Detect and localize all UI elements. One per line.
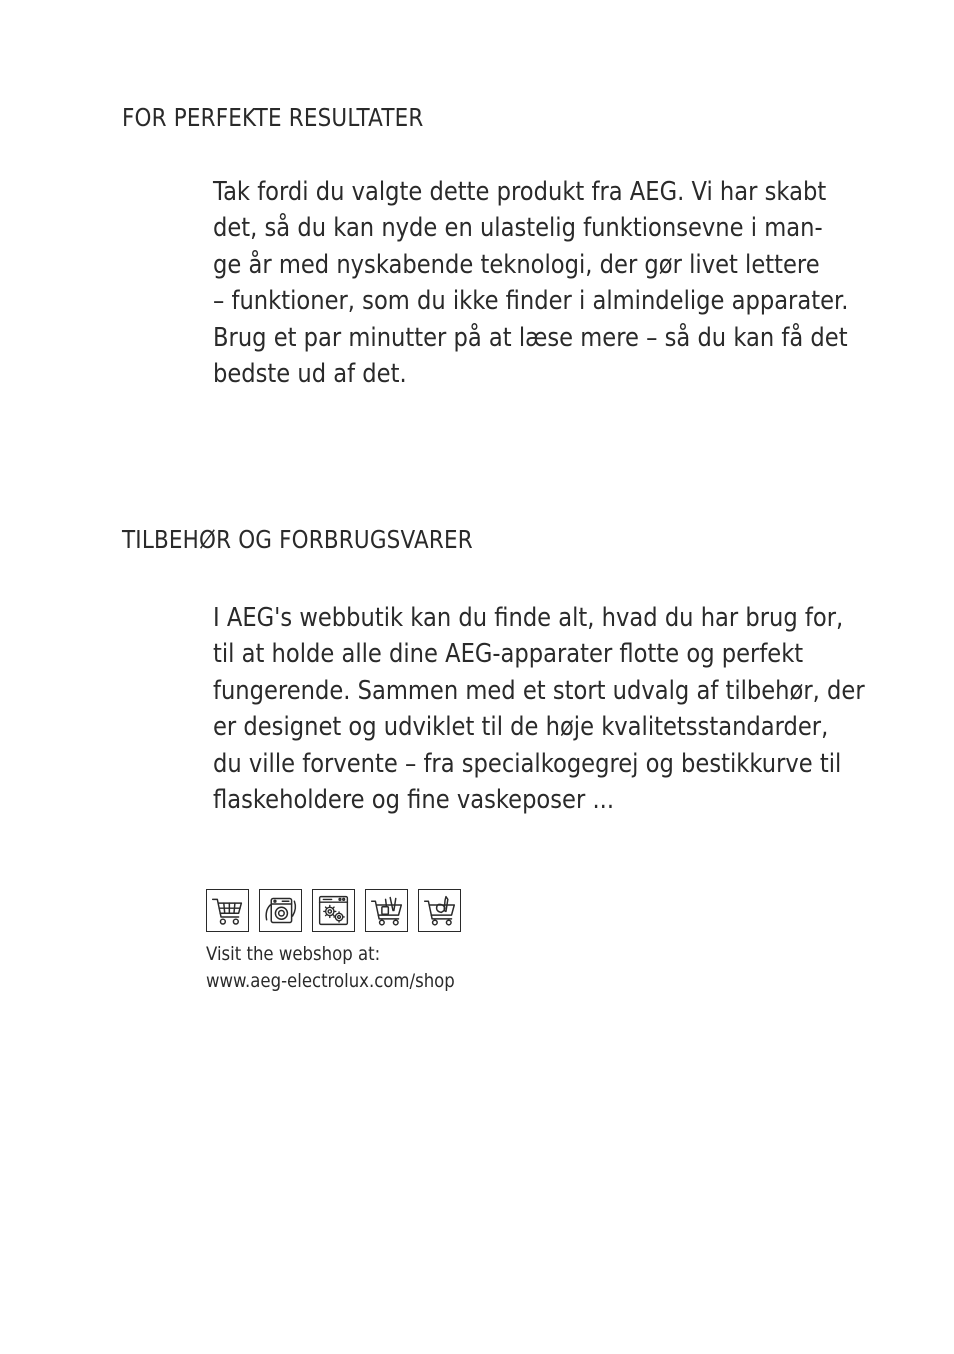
paragraph-line: – funktioner, som du ikke finder i almindelige apparater. [213, 286, 849, 317]
paragraph-line: flaskeholdere og fine vaskeposer ... [213, 785, 615, 816]
washing-machine-icon [259, 889, 302, 932]
paragraph-line: bedste ud af det. [213, 359, 407, 390]
paragraph-line: det, så du kan nyde en ulastelig funktionsevne i man- [213, 213, 823, 244]
accessories-paragraph [213, 600, 954, 818]
paragraph-line: du ville forvente – fra specialkogegrej og bestikkurve til [213, 748, 842, 779]
section-heading-accessories: TILBEHØR OG FORBRUGSVARER [122, 525, 473, 554]
cart-with-tools-icon [365, 889, 408, 932]
webshop-url-link[interactable]: www.aeg-electrolux.com/shop [206, 970, 455, 992]
webshop-icon-row [206, 889, 461, 932]
intro-paragraph [213, 174, 943, 392]
cart-with-bottle-icon [418, 889, 461, 932]
shopping-cart-icon [206, 889, 249, 932]
paragraph-line: fungerende. Sammen med et stort udvalg af tilbehør, der [213, 675, 865, 706]
dishwasher-gears-icon [312, 889, 355, 932]
webshop-note [206, 941, 492, 995]
webshop-label: Visit the webshop at: [206, 943, 381, 965]
paragraph-line: til at holde alle dine AEG-apparater flotte og perfekt [213, 639, 804, 670]
paragraph-line: ge år med nyskabende teknologi, der gør livet lettere [213, 249, 820, 280]
section-heading-perfect-results: FOR PERFEKTE RESULTATER [122, 103, 424, 132]
paragraph-line: Tak fordi du valgte dette produkt fra AEG. Vi har skabt [213, 177, 827, 207]
paragraph-line: Brug et par minutter på at læse mere – så du kan få det [213, 322, 848, 353]
paragraph-line: er designet og udviklet til de høje kvalitetsstandarder, [213, 712, 829, 743]
paragraph-line: I AEG's webbutik kan du finde alt, hvad du har brug for, [213, 603, 844, 633]
